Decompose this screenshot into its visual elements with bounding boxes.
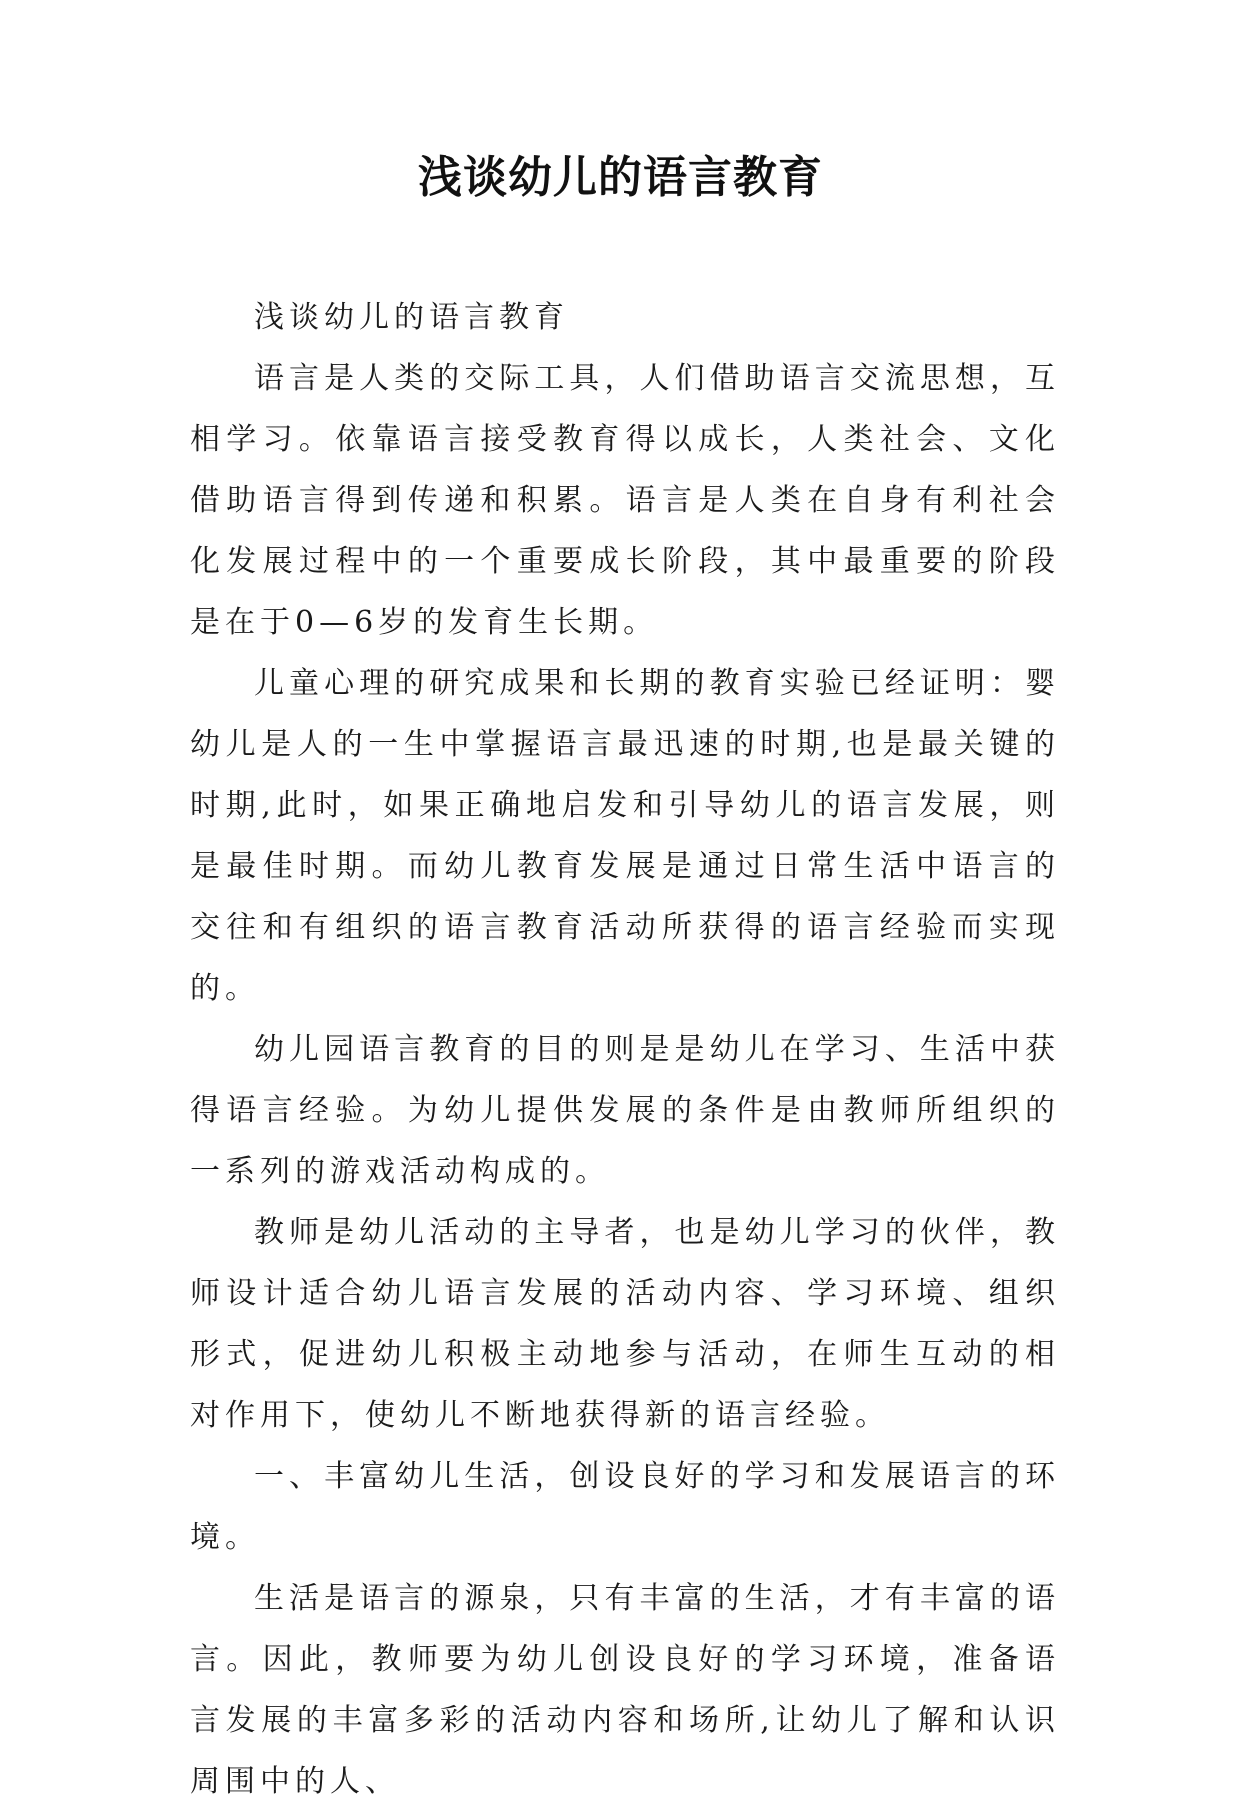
document-body bbox=[190, 287, 1060, 1812]
document-title: 浅谈幼儿的语言教育 bbox=[418, 152, 823, 203]
paragraph: 教师是幼儿活动的主导者，也是幼儿学习的伙伴，教师设计适合幼儿语言发展的活动内容、学习环境、组织形式，促进幼儿积极主动地参与活动，在师生互动的相对作用下，使幼儿不断地获得新的语言经验。 bbox=[190, 1215, 1060, 1433]
paragraph: 幼儿园语言教育的目的则是是幼儿在学习、生活中获得语言经验。为幼儿提供发展的条件是由教师所组织的一系列的游戏活动构成的。 bbox=[190, 1032, 1060, 1189]
paragraph: 儿童心理的研究成果和长期的教育实验已经证明：婴幼儿是人的一生中掌握语言最迅速的时期,也是最关键的时期,此时，如果正确地启发和引导幼儿的语言发展，则是最佳时期。而幼儿教育发展是通过日常生活中语言的交往和有组织的语言教育活动所获得的语言经验而实现的。 bbox=[190, 666, 1060, 1006]
paragraph: 生活是语言的源泉，只有丰富的生活，才有丰富的语言。因此，教师要为幼儿创设良好的学习环境，准备语言发展的丰富多彩的活动内容和场所,让幼儿了解和认识周围中的人、 bbox=[190, 1581, 1060, 1799]
paragraph: 语言是人类的交际工具，人们借助语言交流思想，互相学习。依靠语言接受教育得以成长，人类社会、文化借助语言得到传递和积累。语言是人类在自身有利社会化发展过程中的一个重要成长阶段，其中最重要的阶段是在于0—6岁的发育生长期。 bbox=[190, 361, 1060, 640]
paragraph-subtitle: 浅谈幼儿的语言教育 bbox=[254, 300, 569, 335]
section-heading: 一、丰富幼儿生活，创设良好的学习和发展语言的环境。 bbox=[190, 1459, 1060, 1555]
